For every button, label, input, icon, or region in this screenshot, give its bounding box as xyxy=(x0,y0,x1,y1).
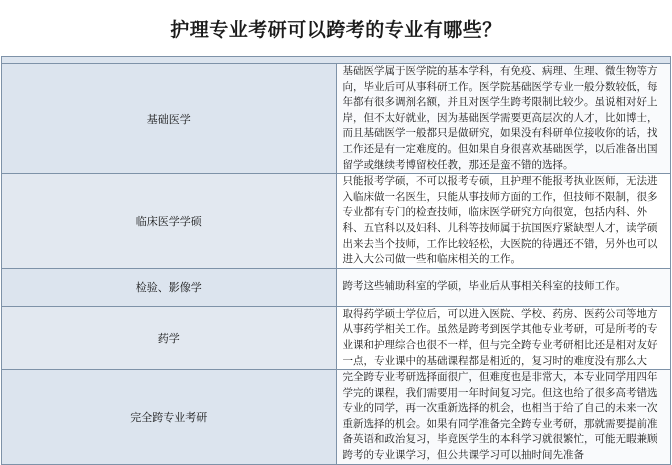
row-content: 跨考这些辅助科室的学硕，毕业后从事相关科室的技师工作。 xyxy=(336,268,671,306)
row-content: 取得药学硕士学位后，可以进入医院、学校、药房、医药公司等地方从事药学相关工作。虽然是跨考到医学其他专业考研，可是所考的专业课和护理综合也很不一样，但与完全跨专业考研相比还是相对友好一点，专业课中的基础课程都是相近的，复习时的难度没有那么大 xyxy=(336,306,671,369)
table-row xyxy=(2,174,671,269)
table-row xyxy=(2,370,671,465)
table-row xyxy=(2,306,671,369)
comparison-table xyxy=(1,56,671,465)
page-title: 护理专业考研可以跨考的专业有哪些？ xyxy=(170,18,502,41)
table-row xyxy=(2,64,671,174)
row-label: 基础医学 xyxy=(2,64,337,174)
row-label: 检验、影像学 xyxy=(2,268,337,306)
row-label: 药学 xyxy=(2,306,337,369)
table-row xyxy=(2,268,671,306)
title-banner xyxy=(0,0,672,56)
row-label: 临床医学学硕 xyxy=(2,174,337,269)
row-content: 完全跨专业考研选择面很广，但难度也是非常大，本专业同学用四年学完的课程，我们需要用一年时间复习完。但这也给了很多高考错选专业的同学，再一次重新选择的机会，也相当于给了自己的未来一次重新选择的机会。如果有同学准备完全跨专业考研，那就需要提前准备英语和政治复习，毕竟医学生的本科学习就很繁忙，可能无暇兼顾跨考的专业课学习，但公共课学习可以抽时间先准备 xyxy=(336,370,671,465)
row-content: 只能报考学硕，不可以报考专硕，且护理不能报考执业医师，无法进入临床做一名医生，只能从事技师方面的工作，但技师不限制，很多专业都有专门的检查技师，临床医学研究方向很宽，包括内科、外科、五官科以及妇科、儿科等技师属于抗国医疗紧缺型人才，读学硕出来去当个技师，工作比较轻松，大医院的待遇还不错，另外也可以进入大公司做一些和临床相关的工作。 xyxy=(336,174,671,269)
row-content: 基础医学属于医学院的基本学科，有免疫、病理、生理、微生物等方向，毕业后可从事科研工作。医学院基础医学专业一般分数较低，每年都有很多调剂名额，并且对医学生跨考限制比较少。虽说相对好上岸，但不太好就业，因为基础医学需要更高层次的人才，比如博士，而且基础医学一般都只是做研究，如果没有科研单位接收你的话，找工作还是有一定难度的。但如果自身很喜欢基础医学，以后准备出国留学或继续考博留校任教，那还是蛮不错的选择。 xyxy=(336,64,671,174)
row-label: 完全跨专业考研 xyxy=(2,370,337,465)
table-top-band xyxy=(2,57,671,64)
